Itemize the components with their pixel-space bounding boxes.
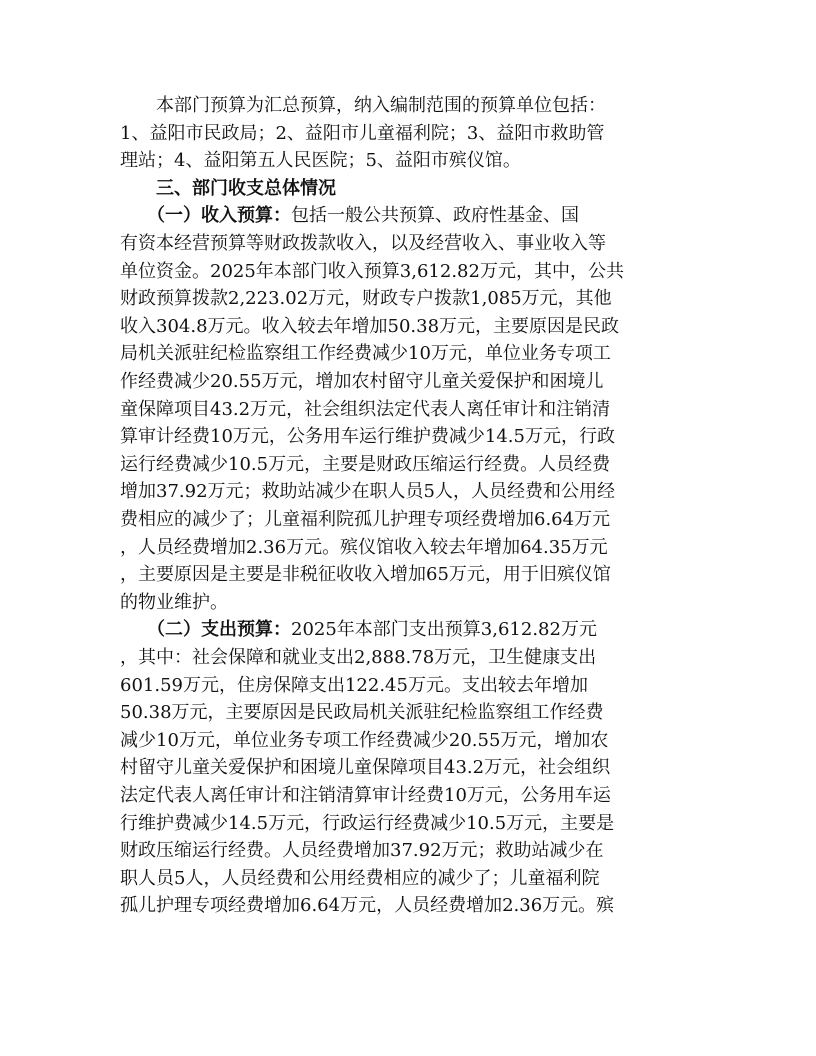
text-line [120, 867, 700, 891]
text-line [120, 618, 700, 642]
body-text: 行维护费减少14.5万元，行政运行经费减少10.5万元，主要是 [120, 812, 615, 834]
text-line [120, 839, 700, 863]
body-text: ，其中：社会保障和就业支出2,888.78万元，卫生健康支出 [120, 647, 597, 668]
body-text: 算审计经费10万元，公务用车运行维护费减少14.5万元，行政 [120, 426, 615, 448]
text-line [120, 177, 700, 201]
body-text: 财政压缩运行经费。人员经费增加37.92万元；救助站减少在 [120, 840, 604, 862]
text-line [120, 260, 700, 284]
body-text: 财政预算拨款2,223.02万元，财政专户拨款1,085万元，其他 [120, 288, 612, 310]
text-line [120, 453, 700, 477]
text-line [120, 232, 700, 256]
body-text: 包括一般公共预算、政府性基金、国 [291, 205, 579, 227]
body-text: 的物业维护。 [120, 591, 228, 613]
body-text: 职人员5人，人员经费和公用经费相应的减少了；儿童福利院 [120, 867, 600, 889]
body-text: 费相应的减少了；儿童福利院孤儿护理专项经费增加6.64万元 [120, 509, 611, 530]
body-text: 村留守儿童关爱保护和困境儿童保障项目43.2万元，社会组织 [120, 757, 611, 779]
text-line [120, 370, 700, 394]
body-text: 1、益阳市民政局；2、益阳市儿童福利院；3、益阳市救助管 [120, 122, 605, 144]
text-line [120, 342, 700, 366]
body-text: 童保障项目43.2万元，社会组织法定代表人离任审计和注销清 [120, 398, 611, 420]
body-text: 理站；4、益阳第五人民医院；5、益阳市殡仪馆。 [120, 150, 521, 172]
text-line [120, 204, 700, 228]
text-line [120, 480, 700, 504]
text-line [120, 563, 700, 587]
body-text: 2025年本部门支出预算3,612.82万元 [291, 619, 597, 641]
body-text: 运行经费减少10.5万元，主要是财政压缩运行经费。人员经费 [120, 453, 611, 475]
section-heading: （一）收入预算： [120, 205, 291, 227]
text-line [120, 315, 700, 339]
body-text: 孤儿护理专项经费增加6.64万元，人员经费增加2.36万元。殡 [120, 895, 615, 917]
body-text: 单位资金。2025年本部门收入预算3,612.82万元，其中，公共 [120, 260, 624, 282]
text-line [120, 425, 700, 449]
text-line [120, 508, 700, 532]
body-text: ，人员经费增加2.36万元。殡仪馆收入较去年增加64.35万元 [120, 536, 608, 558]
body-text: 作经费减少20.55万元，增加农村留守儿童关爱保护和困境儿 [120, 371, 604, 392]
body-text: 本部门预算为汇总预算，纳入编制范围的预算单位包括： [120, 95, 606, 116]
text-line [120, 536, 700, 560]
text-line [120, 94, 700, 118]
text-line [120, 701, 700, 725]
body-text: 法定代表人离任审计和注销清算审计经费10万元，公务用车运 [120, 785, 611, 806]
body-text: 601.59万元，住房保障支出122.45万元。支出较去年增加 [120, 674, 588, 696]
text-line [120, 398, 700, 422]
text-line [120, 646, 700, 670]
text-line [120, 784, 700, 808]
body-text: 收入304.8万元。收入较去年增加50.38万元，主要原因是民政 [120, 315, 620, 337]
text-line [120, 149, 700, 173]
body-text: ，主要原因是主要是非税征收收入增加65万元，用于旧殡仪馆 [120, 564, 611, 586]
text-line [120, 894, 700, 918]
section-heading: 三、部门收支总体情况 [120, 177, 336, 199]
body-text: 增加37.92万元；救助站减少在职人员5人，人员经费和公用经 [120, 481, 615, 503]
text-line [120, 674, 700, 698]
text-line [120, 729, 700, 753]
text-line [120, 122, 700, 146]
text-line [120, 756, 700, 780]
text-line [120, 287, 700, 311]
section-heading: （二）支出预算： [120, 619, 291, 641]
body-text: 有资本经营预算等财政拨款收入，以及经营收入、事业收入等 [120, 233, 606, 254]
text-line [120, 812, 700, 836]
body-text: 50.38万元，主要原因是民政局机关派驻纪检监察组工作经费 [120, 702, 604, 724]
text-line [120, 591, 700, 615]
body-text: 减少10万元，单位业务专项工作经费减少20.55万元，增加农 [120, 729, 609, 751]
body-text: 局机关派驻纪检监察组工作经费减少10万元，单位业务专项工 [120, 343, 611, 365]
